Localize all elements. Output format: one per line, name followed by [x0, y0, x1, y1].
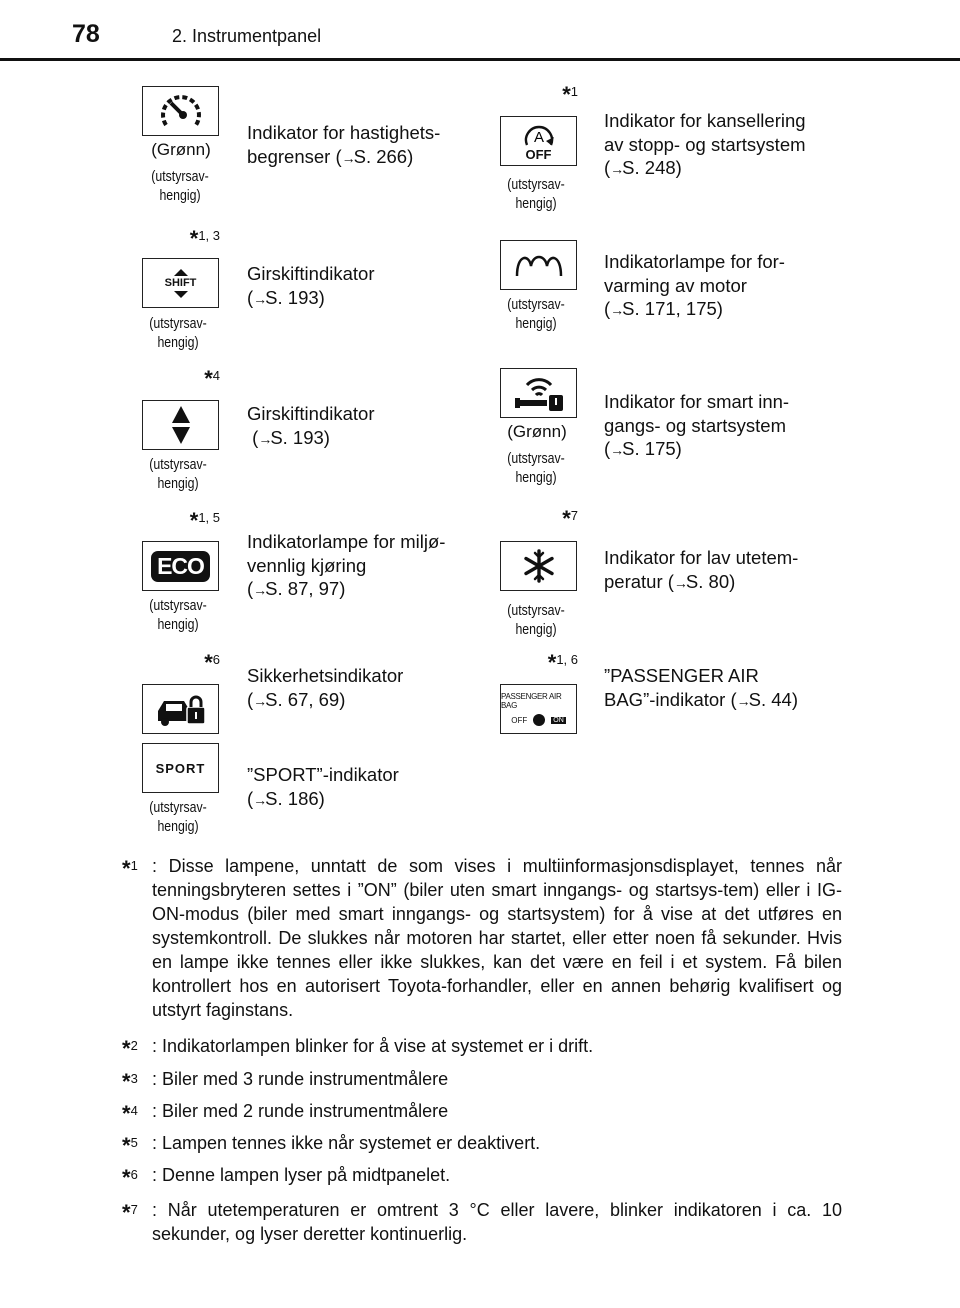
optional-note: (utstyrsav- hengig) [507, 603, 565, 638]
optional-note: (utstyrsav- hengig) [507, 297, 565, 332]
item-description: Indikator for lav utetem- peratur (→S. 80) [604, 547, 799, 592]
engine-preheat-icon [500, 240, 577, 290]
optional-note: (utstyrsav- hengig) [151, 169, 209, 204]
item-description: Girskiftindikator (→S. 193) [247, 403, 375, 448]
item-description: Indikatorlampe for for- varming av motor (→S. 171, 175) [604, 251, 785, 319]
item-description: Indikator for hastighets- begrenser (→S. 266) [247, 122, 441, 167]
footnote: *$^1$ : Disse lampene, unntatt de som vises i multiinformasjonsdisplayet, tennes når tenningsbryteren settes i ”ON” (biler uten smart inngangs- og startsys-tem) eller i IG-ON-modus (biler med smart inngangs- og startsystem) for å vise at det utføres en systemkontroll. De slukkes når motoren har startet, eller etter noen få sekunder. Hvis en lampe ikke tennes eller ikke slukkes, kan det være en feil i et system. Få bilen kontrollert hos en autorisert Toyota-forhandler, eller en annen behørig kvalifisert og utstyrt faginstans. [122, 856, 842, 1020]
item-description: Girskiftindikator (→S. 193) [247, 263, 375, 308]
sport-icon: SPORT [142, 743, 219, 793]
smart-key-icon [500, 368, 577, 418]
shift-indicator-icon: SHIFT [142, 258, 219, 308]
reference-marker: *$^{1, 3}$ [189, 226, 220, 251]
reference-marker: *$^{1, 6}$ [547, 650, 578, 675]
optional-note: (utstyrsav- hengig) [149, 457, 207, 492]
up-down-arrows-icon [142, 400, 219, 450]
optional-note: (utstyrsav- hengig) [149, 800, 207, 835]
item-description: Indikatorlampe for miljø- vennlig kjøring (→S. 87, 97) [247, 531, 446, 599]
reference-marker: *$^7$ [562, 506, 578, 531]
eco-icon: ECO [142, 541, 219, 591]
item-description: ”PASSENGER AIR BAG”-indikator (→S. 44) [604, 665, 798, 710]
stop-start-off-icon: A OFF [500, 116, 577, 166]
color-note: (Grønn) [507, 422, 567, 441]
item-description: ”SPORT”-indikator (→S. 186) [247, 764, 399, 809]
color-note: (Grønn) [151, 140, 211, 159]
item-description: Sikkerhetsindikator (→S. 67, 69) [247, 665, 404, 710]
header-rule [0, 58, 960, 61]
reference-marker: *$^1$ [562, 82, 578, 107]
optional-note: (utstyrsav- hengig) [149, 316, 207, 351]
reference-marker: *$^4$ [204, 366, 220, 391]
page-number: 78 [72, 20, 100, 48]
reference-marker: *$^6$ [204, 650, 220, 675]
optional-note: (utstyrsav- hengig) [507, 177, 565, 212]
passenger-airbag-icon: PASSENGER AIR BAG OFF ON [500, 684, 577, 734]
reference-marker: *$^{1, 5}$ [189, 508, 220, 533]
optional-note: (utstyrsav- hengig) [149, 598, 207, 633]
item-description: Indikator for smart inn- gangs- og startsystem (→S. 175) [604, 391, 790, 459]
svg-text:A: A [533, 128, 544, 146]
speed-limiter-icon [142, 86, 219, 136]
item-description: Indikator for kansellering av stopp- og startsystem (→S. 248) [604, 110, 806, 178]
section-title: 2. Instrumentpanel [172, 26, 322, 46]
security-lock-icon [142, 684, 219, 734]
snowflake-icon [500, 541, 577, 591]
optional-note: (utstyrsav- hengig) [507, 451, 565, 486]
